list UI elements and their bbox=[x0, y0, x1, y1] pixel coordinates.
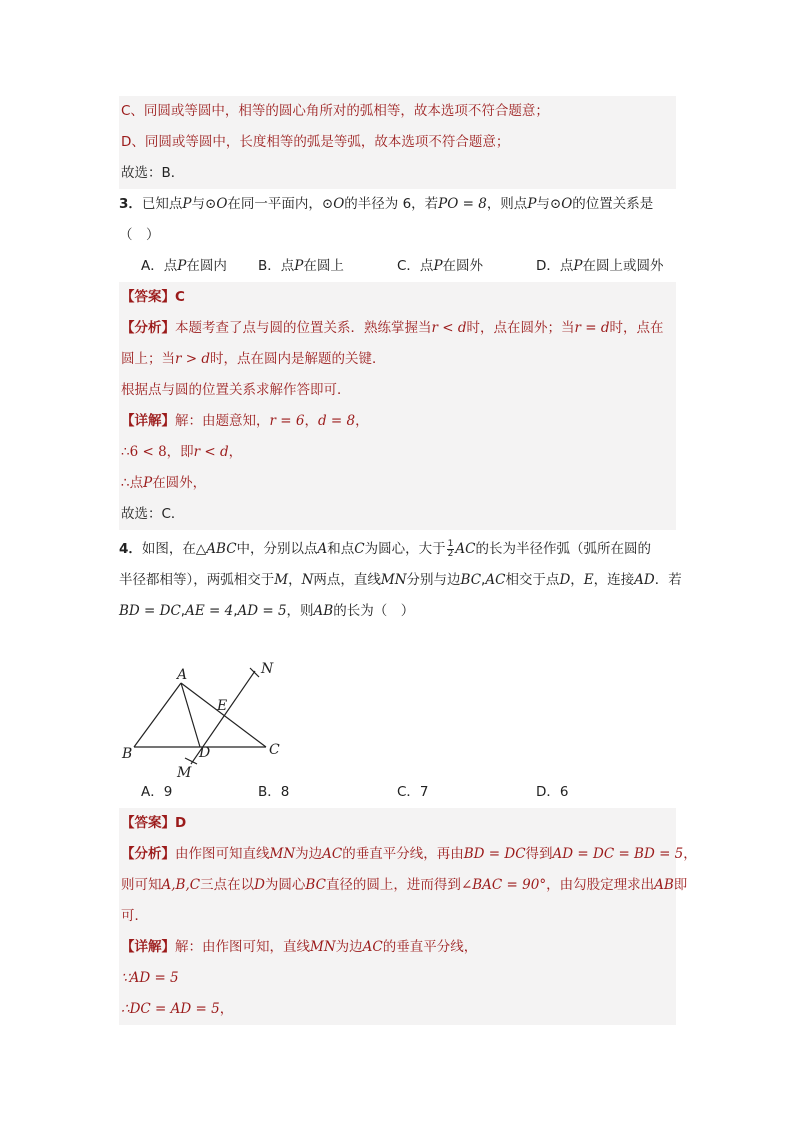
detail-text: 为边 bbox=[335, 939, 363, 955]
analysis-math: A,B,C bbox=[161, 877, 201, 893]
choice-text: 在圆上 bbox=[303, 258, 344, 274]
choice-var: P bbox=[573, 258, 583, 274]
detail-label: 【详解】 bbox=[121, 939, 175, 955]
q4-text: ，则 bbox=[286, 603, 314, 619]
detail-math: AC bbox=[362, 939, 383, 955]
analysis-math: BC bbox=[305, 877, 326, 893]
q4-math: △ABC bbox=[195, 541, 237, 557]
q4-math: M bbox=[274, 572, 289, 588]
q4-text: 分别与边 bbox=[406, 572, 461, 588]
detail-text: 解：由题意知， bbox=[175, 413, 270, 429]
q4-math: E bbox=[583, 572, 594, 588]
detail-text: ，即 bbox=[166, 444, 194, 460]
frac-denominator: 2 bbox=[447, 548, 454, 559]
q4-math: AD = 5 bbox=[237, 603, 287, 619]
detail-text: 的垂直平分线， bbox=[382, 939, 478, 955]
q4-math: N bbox=[301, 572, 314, 588]
q4-text: 为圆心，大于 bbox=[364, 541, 446, 557]
choice-text: C．点 bbox=[397, 258, 434, 274]
q4-text: ， bbox=[570, 572, 584, 588]
q4-text: , bbox=[233, 603, 238, 619]
analysis-math: r = d bbox=[574, 320, 610, 336]
choice-text: D．点 bbox=[536, 258, 574, 274]
analysis-math: AD = DC = BD = 5 bbox=[552, 846, 684, 862]
analysis-text: 时，点在 bbox=[609, 320, 664, 336]
q4-detail-line-3 bbox=[119, 994, 676, 1025]
answer-label: 【答案】 bbox=[121, 815, 175, 831]
q3-var-o: O bbox=[561, 196, 573, 212]
analysis-text: 圆上；当 bbox=[121, 351, 175, 367]
triangle-diagram bbox=[119, 627, 319, 777]
choice-text: A．点 bbox=[141, 258, 178, 274]
prev-option-c-explanation bbox=[119, 96, 676, 127]
detail-text: 解：由作图可知，直线 bbox=[175, 939, 310, 955]
choice-var: P bbox=[177, 258, 187, 274]
q4-analysis-line-1 bbox=[119, 839, 697, 870]
analysis-math: r > d bbox=[175, 351, 210, 367]
q3-text: 在同一平面内， bbox=[227, 196, 322, 212]
q3-var-o: O bbox=[333, 196, 345, 212]
q4-detail-line-2 bbox=[119, 963, 676, 994]
analysis-math: BD = DC bbox=[463, 846, 526, 862]
analysis-text: ， bbox=[683, 846, 697, 862]
q3-var-p: P bbox=[182, 196, 192, 212]
q3-choice-c[interactable] bbox=[397, 251, 536, 282]
q4-choices bbox=[119, 777, 676, 808]
q3-number: 3． bbox=[119, 196, 142, 212]
choice-text: 在圆上或圆外 bbox=[582, 258, 664, 274]
q4-math: AE = 4 bbox=[185, 603, 234, 619]
q4-choice-d[interactable]: D．6 bbox=[536, 784, 569, 800]
answer-value: C bbox=[175, 289, 185, 305]
choice-var: P bbox=[433, 258, 443, 274]
q4-math: BD = DC bbox=[119, 603, 181, 619]
q4-stem-line-1 bbox=[119, 534, 676, 565]
q4-math: C bbox=[354, 541, 365, 557]
q4-detail-line-1 bbox=[119, 932, 676, 963]
q4-stem-line-2 bbox=[119, 565, 682, 596]
q4-number: 4． bbox=[119, 541, 142, 557]
detail-text: ∴点 bbox=[121, 475, 144, 491]
label-n: N bbox=[261, 661, 274, 677]
detail-math: r < d bbox=[193, 444, 229, 460]
q4-math: AC bbox=[485, 572, 506, 588]
analysis-text: 为边 bbox=[295, 846, 323, 862]
segment-ab bbox=[134, 683, 181, 747]
label-b: B bbox=[122, 746, 133, 762]
q4-math: BC bbox=[460, 572, 482, 588]
q4-geometry-figure bbox=[119, 627, 676, 777]
circle-symbol: ⊙ bbox=[205, 196, 217, 212]
q4-analysis-line-3 bbox=[119, 901, 676, 932]
q3-stem-line-1 bbox=[119, 189, 676, 220]
analysis-text: 由作图可知直线 bbox=[175, 846, 270, 862]
q4-text: ．若 bbox=[654, 572, 682, 588]
q4-math: MN bbox=[380, 572, 407, 588]
analysis-text: 得到 bbox=[525, 846, 553, 862]
detail-text: ， bbox=[219, 1001, 234, 1017]
detail-text: ， bbox=[228, 444, 243, 460]
q3-detail-line-3 bbox=[119, 468, 676, 499]
analysis-text: 可． bbox=[121, 908, 148, 924]
q3-choose bbox=[119, 499, 676, 530]
analysis-text: 为圆心 bbox=[264, 877, 306, 893]
prev-d-text: D、同圆或等圆中，长度相等的弧是等弧，故本选项不符合题意； bbox=[121, 134, 510, 150]
detail-text: ， bbox=[355, 413, 369, 429]
q3-answer bbox=[119, 282, 676, 313]
choice-text: 在圆外 bbox=[442, 258, 484, 274]
label-m: M bbox=[177, 765, 192, 777]
q3-var-o: O bbox=[216, 196, 228, 212]
label-c: C bbox=[269, 742, 280, 758]
analysis-math: r < d bbox=[431, 320, 467, 336]
q4-choice-a[interactable]: A．9 bbox=[141, 784, 173, 800]
q4-choice-c[interactable]: C．7 bbox=[397, 784, 429, 800]
prev-choose-text: 故选：B． bbox=[121, 165, 185, 181]
q3-choice-d[interactable] bbox=[536, 251, 664, 282]
detail-math: r = 6 bbox=[269, 413, 305, 429]
analysis-text: 时，点在圆外；当 bbox=[466, 320, 575, 336]
q3-text: 已知点 bbox=[141, 196, 183, 212]
frac-numerator: 1 bbox=[447, 538, 454, 549]
q4-stem-line-3 bbox=[119, 596, 676, 627]
segment-ac bbox=[181, 683, 266, 747]
q4-math: A bbox=[317, 541, 328, 557]
circle-symbol: ⊙ bbox=[549, 196, 562, 212]
analysis-math: D bbox=[254, 877, 265, 893]
analysis-math: ∠BAC = 90° bbox=[460, 877, 547, 893]
analysis-text: 根据点与圆的位置关系求解作答即可． bbox=[121, 382, 351, 398]
analysis-math: AB bbox=[654, 877, 674, 893]
q4-math: AD bbox=[634, 572, 655, 588]
answer-label: 【答案】 bbox=[121, 289, 175, 305]
label-d: D bbox=[199, 745, 211, 761]
choose-text: 故选：C． bbox=[121, 506, 185, 522]
detail-text: ， bbox=[304, 413, 318, 429]
q4-text: 半径都相等），两弧相交于 bbox=[119, 572, 275, 588]
label-a: A bbox=[177, 667, 188, 683]
q3-analysis-line-3 bbox=[119, 375, 676, 406]
q4-text: 两点，直线 bbox=[313, 572, 381, 588]
analysis-text: 即 bbox=[673, 877, 688, 893]
detail-math: ∵AD = 5 bbox=[121, 970, 179, 986]
fraction-one-half bbox=[447, 540, 455, 559]
q4-math: AB bbox=[313, 603, 334, 619]
q4-text: 中，分别以点 bbox=[236, 541, 318, 557]
segment-ad bbox=[181, 683, 200, 747]
q3-paren: （ ） bbox=[119, 227, 160, 243]
prev-choose bbox=[119, 158, 676, 189]
q4-answer bbox=[119, 808, 676, 839]
analysis-text: 直径的圆上，进而得到 bbox=[325, 877, 461, 893]
detail-text: 在圆外， bbox=[152, 475, 207, 491]
q4-text: , bbox=[180, 603, 186, 619]
q3-analysis-line-2 bbox=[119, 344, 676, 375]
q4-text: 相交于点 bbox=[505, 572, 560, 588]
q3-text: ，则点 bbox=[486, 196, 528, 212]
q3-choices bbox=[119, 251, 676, 282]
q4-text: 的长为（ ） bbox=[333, 603, 415, 619]
choice-var: P bbox=[294, 258, 304, 274]
choice-text: B．点 bbox=[258, 258, 295, 274]
analysis-text: 则可知 bbox=[121, 877, 162, 893]
answer-value: D bbox=[175, 815, 187, 831]
q4-analysis-line-2 bbox=[119, 870, 688, 901]
q3-choice-a[interactable] bbox=[141, 251, 258, 282]
q4-text: , bbox=[481, 572, 486, 588]
analysis-text: 三点在以 bbox=[200, 877, 255, 893]
q4-math: D bbox=[559, 572, 571, 588]
q3-text: 的位置关系是 bbox=[572, 196, 654, 212]
analysis-text: 时，点在圆内是解题的关键． bbox=[210, 351, 386, 367]
analysis-label: 【分析】 bbox=[121, 320, 175, 336]
q3-choice-b[interactable] bbox=[258, 251, 397, 282]
detail-math: d = 8 bbox=[317, 413, 356, 429]
q4-text: ，连接 bbox=[593, 572, 635, 588]
q3-text: 与 bbox=[191, 196, 205, 212]
detail-math: MN bbox=[310, 939, 336, 955]
q3-detail-line-1 bbox=[119, 406, 676, 437]
label-e: E bbox=[217, 698, 228, 714]
detail-math: ∴6 < 8 bbox=[121, 444, 167, 460]
prev-c-text: C、同圆或等圆中，相等的圆心角所对的弧相等，故本选项不符合题意； bbox=[121, 103, 549, 119]
q3-stem-line-2 bbox=[119, 220, 676, 251]
analysis-math: MN bbox=[269, 846, 296, 862]
q3-text: 与 bbox=[536, 196, 550, 212]
q4-text: ， bbox=[288, 572, 302, 588]
analysis-text: 本题考查了点与圆的位置关系．熟练掌握当 bbox=[175, 320, 432, 336]
analysis-label: 【分析】 bbox=[121, 846, 175, 862]
detail-label: 【详解】 bbox=[121, 413, 175, 429]
choice-text: 在圆内 bbox=[186, 258, 227, 274]
analysis-text: ，由勾股定理求出 bbox=[546, 877, 655, 893]
analysis-math: AC bbox=[322, 846, 343, 862]
q4-math: AC bbox=[455, 541, 476, 557]
page-content bbox=[119, 96, 697, 1025]
q3-analysis-line-1 bbox=[119, 313, 676, 344]
q4-text: 如图，在 bbox=[141, 541, 196, 557]
q3-var-p: P bbox=[527, 196, 537, 212]
q4-choice-b[interactable]: B．8 bbox=[258, 784, 290, 800]
detail-math: ∴DC = AD = 5 bbox=[121, 1001, 220, 1017]
analysis-text: 的垂直平分线，再由 bbox=[342, 846, 464, 862]
q3-text: 的半径为 6，若 bbox=[344, 196, 439, 212]
q3-po-eq: PO = 8 bbox=[438, 196, 487, 212]
detail-math: P bbox=[143, 475, 153, 491]
q3-detail-line-2 bbox=[119, 437, 676, 468]
prev-option-d-explanation bbox=[119, 127, 676, 158]
q4-text: 的长为半径作弧（弧所在圆的 bbox=[475, 541, 651, 557]
q4-text: 和点 bbox=[327, 541, 355, 557]
circle-symbol: ⊙ bbox=[321, 196, 334, 212]
